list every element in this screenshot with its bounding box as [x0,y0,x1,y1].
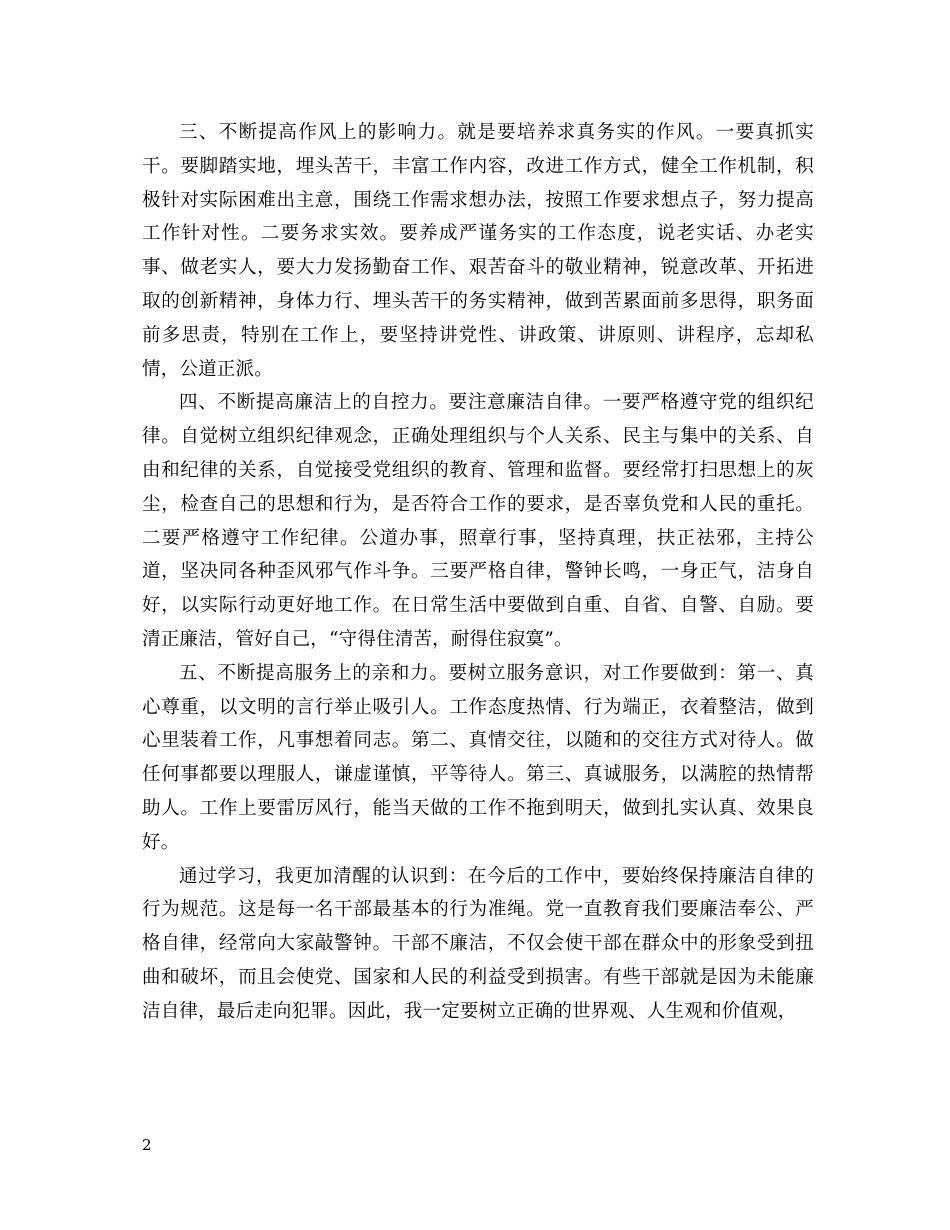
paragraph-style-influence: 三、不断提高作风上的影响力。就是要培养求真务实的作风。一要真抓实干。要脚踏实地，埋头苦干，丰富工作内容，改进工作方式，健全工作机制，积极针对实际困难出主意，围绕工作需求想办法，按照工作要求想点子，努力提高工作针对性。二要务求实效。要养成严谨务实的工作态度，说老实话、办老实事、做老实人，要大力发扬勤奋工作、艰苦奋斗的敬业精神，锐意改革、开拓进取的创新精神，身体力行、埋头苦干的务实精神，做到苦累面前多思得，职务面前多思责，特别在工作上，要坚持讲党性、讲政策、讲原则、讲程序，忘却私情，公道正派。 [142,122,814,380]
paragraph-service-affinity: 五、不断提高服务上的亲和力。要树立服务意识，对工作要做到：第一、真心尊重，以文明的言行举止吸引人。工作态度热情、行为端正，衣着整洁，做到心里装着工作，凡事想着同志。第二、真情交往，以随和的交往方式对待人。做任何事都要以理服人，谦虚谨慎，平等待人。第三、真诚服务，以满腔的热情帮助人。工作上要雷厉风行，能当天做的工作不拖到明天，做到扎实认真、效果良好。 [142,662,814,853]
document-body [142,116,814,1029]
page-number: 2 [142,1136,152,1154]
paragraph-learning-conclusion: 通过学习，我更加清醒的认识到：在今后的工作中，要始终保持廉洁自律的行为规范。这是每一名干部最基本的行为准绳。党一直教育我们要廉洁奉公、严格自律，经常向大家敲警钟。干部不廉洁，不仅会使干部在群众中的形象受到扭曲和破坏，而且会使党、国家和人民的利益受到损害。有些干部就是因为未能廉洁自律，最后走向犯罪。因此，我一定要树立正确的世界观、人生观和价值观， [142,865,814,1022]
paragraph-integrity-self-control: 四、不断提高廉洁上的自控力。要注意廉洁自律。一要严格遵守党的组织纪律。自觉树立组织纪律观念，正确处理组织与个人关系、民主与集中的关系、自由和纪律的关系，自觉接受党组织的教育、管理和监督。要经常打扫思想上的灰尘，检查自己的思想和行为，是否符合工作的要求，是否辜负党和人民的重托。二要严格遵守工作纪律。公道办事，照章行事，坚持真理，扶正祛邪，主持公道，坚决同各种歪风邪气作斗争。三要严格自律，警钟长鸣，一身正气，洁身自好，以实际行动更好地工作。在日常生活中要做到自重、自省、自警、自励。要清正廉洁，管好自己，“守得住清苦，耐得住寂寞”。 [142,392,814,650]
